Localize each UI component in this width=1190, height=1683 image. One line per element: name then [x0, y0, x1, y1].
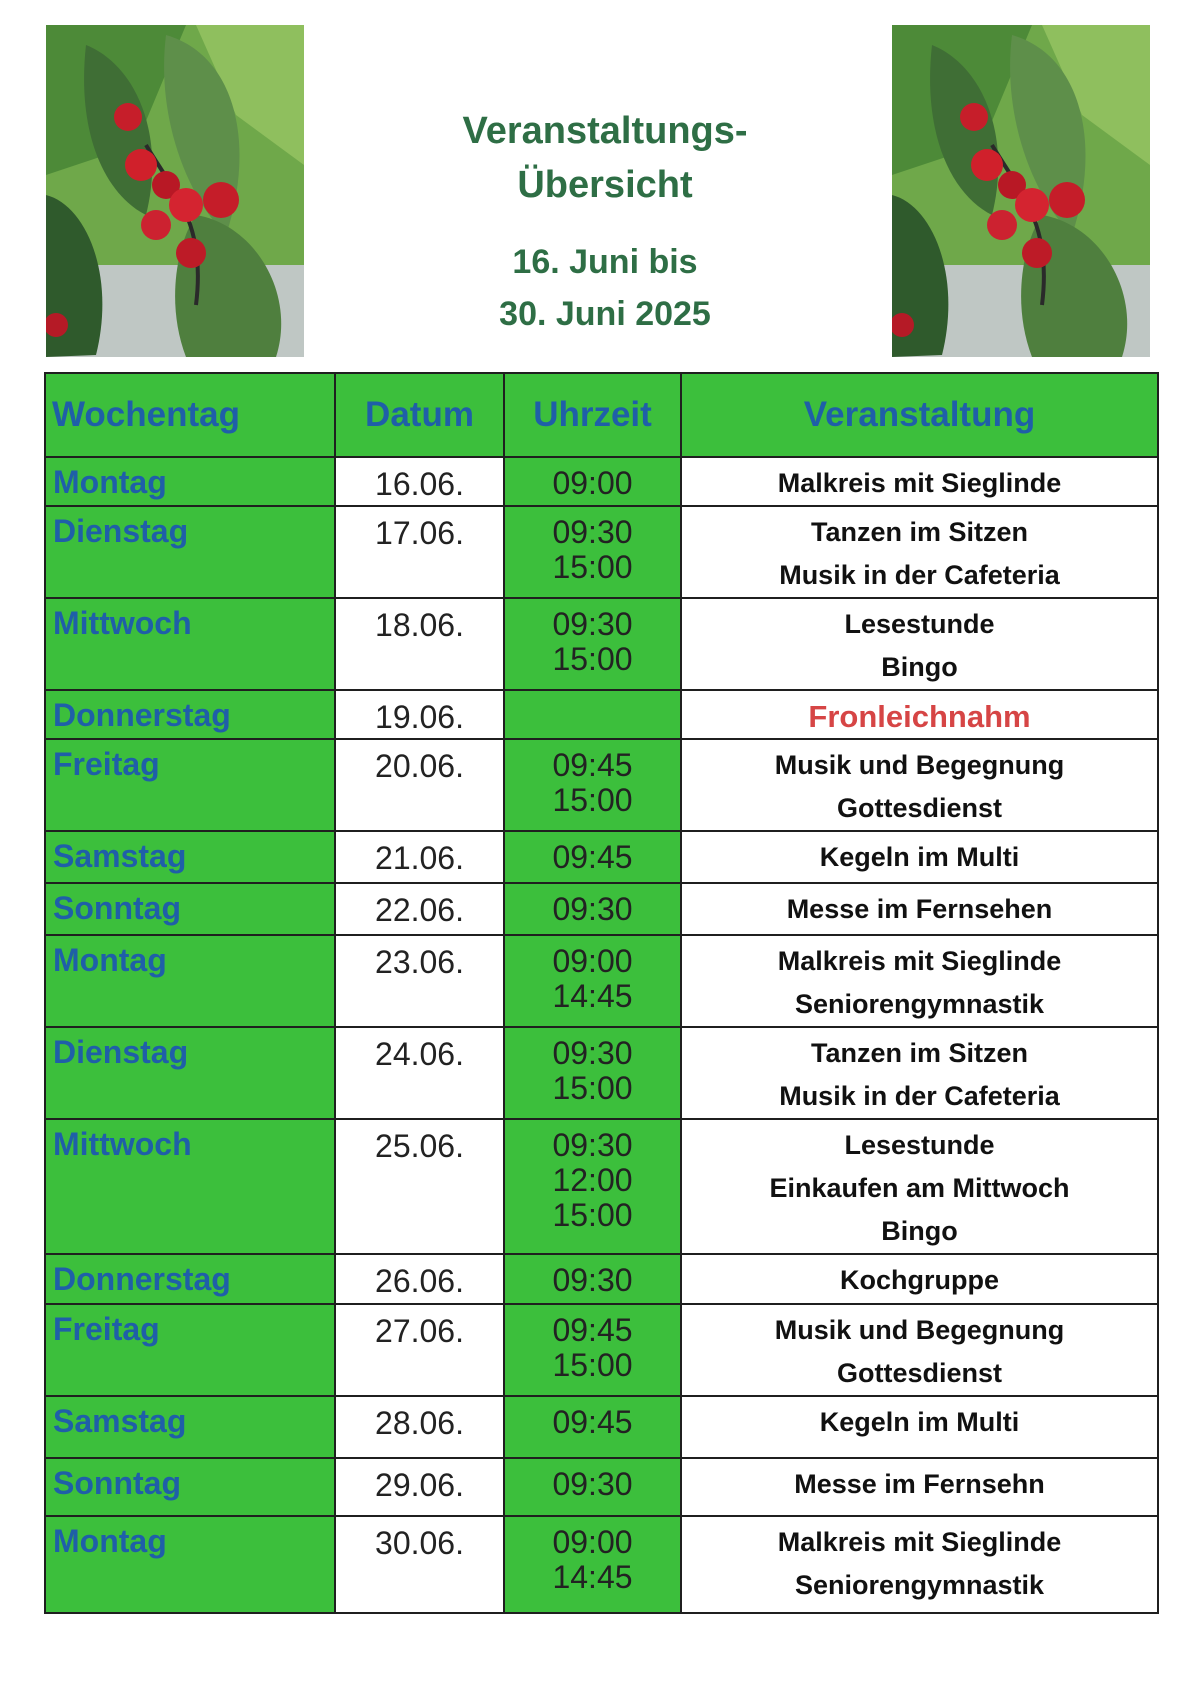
time-value: 09:45 [552, 747, 633, 783]
time-value: 09:30 [552, 1466, 633, 1502]
time-value: 09:00 [552, 1524, 633, 1560]
date-range-line-1: 16. Juni bis [512, 243, 698, 281]
table-row [45, 1027, 1158, 1119]
date-cell: 30.06. [335, 1516, 504, 1613]
time-value: 09:30 [552, 514, 633, 550]
event-name: Kochgruppe [840, 1265, 999, 1295]
event-cell [681, 1027, 1158, 1119]
date-cell: 22.06. [335, 883, 504, 935]
weekday-cell: Samstag [45, 831, 335, 883]
time-value: 09:30 [552, 1262, 633, 1298]
date-range-line-2: 30. Juni 2025 [499, 295, 711, 333]
time-value: 15:00 [552, 1070, 633, 1106]
event-name: Gottesdienst [836, 1358, 1003, 1388]
weekday-cell: Sonntag [45, 1458, 335, 1516]
event-cell [681, 1119, 1158, 1254]
holiday-name: Fronleichnahm [808, 699, 1031, 734]
time-value: 09:45 [552, 1312, 633, 1348]
time-value: 09:00 [552, 465, 633, 501]
event-name: Kegeln im Multi [819, 1407, 1020, 1437]
weekday-cell: Donnerstag [45, 690, 335, 739]
table-row [45, 1254, 1158, 1304]
column-header-weekday: Wochentag [45, 373, 335, 457]
table-row [45, 598, 1158, 690]
date-cell: 19.06. [335, 690, 504, 739]
table-row [45, 1119, 1158, 1254]
time-value: 15:00 [552, 549, 633, 585]
date-cell: 26.06. [335, 1254, 504, 1304]
time-cell [504, 690, 681, 739]
table-row [45, 457, 1158, 506]
time-value: 09:00 [552, 943, 633, 979]
page-title-line-2: Übersicht [517, 164, 693, 206]
time-value: 14:45 [552, 978, 633, 1014]
time-cell [504, 1396, 681, 1458]
event-name: Malkreis mit Sieglinde [777, 1527, 1062, 1557]
table-row [45, 1458, 1158, 1516]
event-cell [681, 457, 1158, 506]
time-cell [504, 1254, 681, 1304]
event-name: Malkreis mit Sieglinde [777, 468, 1062, 498]
weekday-cell: Mittwoch [45, 598, 335, 690]
event-name: Lesestunde [844, 1130, 995, 1160]
time-cell [504, 831, 681, 883]
date-cell: 16.06. [335, 457, 504, 506]
time-cell [504, 457, 681, 506]
table-row [45, 506, 1158, 598]
event-cell [681, 506, 1158, 598]
weekday-cell: Donnerstag [45, 1254, 335, 1304]
table-row [45, 1396, 1158, 1458]
time-cell [504, 598, 681, 690]
weekday-cell: Montag [45, 457, 335, 506]
time-cell [504, 1516, 681, 1613]
event-name: Musik in der Cafeteria [779, 560, 1060, 590]
column-header-date: Datum [335, 373, 504, 457]
event-name: Musik und Begegnung [774, 750, 1065, 780]
weekday-cell: Freitag [45, 739, 335, 831]
event-cell [681, 1396, 1158, 1458]
time-value: 15:00 [552, 641, 633, 677]
date-cell: 25.06. [335, 1119, 504, 1254]
event-cell [681, 831, 1158, 883]
event-name: Seniorengymnastik [794, 989, 1045, 1019]
time-value: 14:45 [552, 1559, 633, 1595]
event-name: Malkreis mit Sieglinde [777, 946, 1062, 976]
table-row [45, 690, 1158, 739]
table-row [45, 883, 1158, 935]
time-value: 09:30 [552, 1127, 633, 1163]
event-cell [681, 1458, 1158, 1516]
table-header-row [45, 373, 1158, 457]
time-cell [504, 883, 681, 935]
time-value: 09:45 [552, 839, 633, 875]
schedule-table [44, 372, 1159, 1614]
time-value: 12:00 [552, 1162, 633, 1198]
event-name: Gottesdienst [836, 793, 1003, 823]
event-name: Bingo [881, 652, 958, 682]
time-cell [504, 506, 681, 598]
event-cell [681, 1304, 1158, 1396]
time-value: 15:00 [552, 782, 633, 818]
weekday-cell: Dienstag [45, 1027, 335, 1119]
event-cell [681, 1254, 1158, 1304]
event-name: Bingo [881, 1216, 958, 1246]
time-value: 09:45 [552, 1404, 633, 1440]
event-name: Musik in der Cafeteria [779, 1081, 1060, 1111]
cherry-photo-left [46, 25, 304, 357]
date-cell: 21.06. [335, 831, 504, 883]
weekday-cell: Samstag [45, 1396, 335, 1458]
weekday-cell: Montag [45, 935, 335, 1027]
weekday-cell: Freitag [45, 1304, 335, 1396]
date-cell: 20.06. [335, 739, 504, 831]
column-header-time: Uhrzeit [504, 373, 681, 457]
event-name: Einkaufen am Mittwoch [769, 1173, 1070, 1203]
event-name: Tanzen im Sitzen [810, 517, 1029, 547]
weekday-cell: Montag [45, 1516, 335, 1613]
event-name: Messe im Fernsehn [794, 1469, 1045, 1499]
table-row [45, 831, 1158, 883]
time-cell [504, 739, 681, 831]
event-name: Seniorengymnastik [794, 1570, 1045, 1600]
page-title-line-1: Veranstaltungs- [462, 110, 748, 152]
event-name: Lesestunde [844, 609, 995, 639]
date-cell: 27.06. [335, 1304, 504, 1396]
event-name: Tanzen im Sitzen [810, 1038, 1029, 1068]
table-row [45, 1304, 1158, 1396]
time-cell [504, 1027, 681, 1119]
time-value: 09:30 [552, 891, 633, 927]
event-name: Musik und Begegnung [774, 1315, 1065, 1345]
date-cell: 18.06. [335, 598, 504, 690]
event-cell [681, 1516, 1158, 1613]
time-cell [504, 1119, 681, 1254]
event-cell [681, 598, 1158, 690]
table-row [45, 1516, 1158, 1613]
date-cell: 23.06. [335, 935, 504, 1027]
event-cell [681, 883, 1158, 935]
title-block [330, 104, 880, 340]
event-name: Messe im Fernsehen [786, 894, 1053, 924]
weekday-cell: Sonntag [45, 883, 335, 935]
weekday-cell: Dienstag [45, 506, 335, 598]
table-row [45, 739, 1158, 831]
time-value: 15:00 [552, 1347, 633, 1383]
table-row [45, 935, 1158, 1027]
column-header-event: Veranstaltung [681, 373, 1158, 457]
weekday-cell: Mittwoch [45, 1119, 335, 1254]
event-cell [681, 739, 1158, 831]
date-cell: 17.06. [335, 506, 504, 598]
holiday-cell [681, 690, 1158, 739]
time-cell [504, 1458, 681, 1516]
time-cell [504, 1304, 681, 1396]
time-value: 15:00 [552, 1197, 633, 1233]
date-cell: 29.06. [335, 1458, 504, 1516]
date-cell: 24.06. [335, 1027, 504, 1119]
event-cell [681, 935, 1158, 1027]
date-cell: 28.06. [335, 1396, 504, 1458]
cherry-photo-right [892, 25, 1150, 357]
time-value: 09:30 [552, 606, 633, 642]
time-value: 09:30 [552, 1035, 633, 1071]
event-name: Kegeln im Multi [819, 842, 1020, 872]
time-cell [504, 935, 681, 1027]
